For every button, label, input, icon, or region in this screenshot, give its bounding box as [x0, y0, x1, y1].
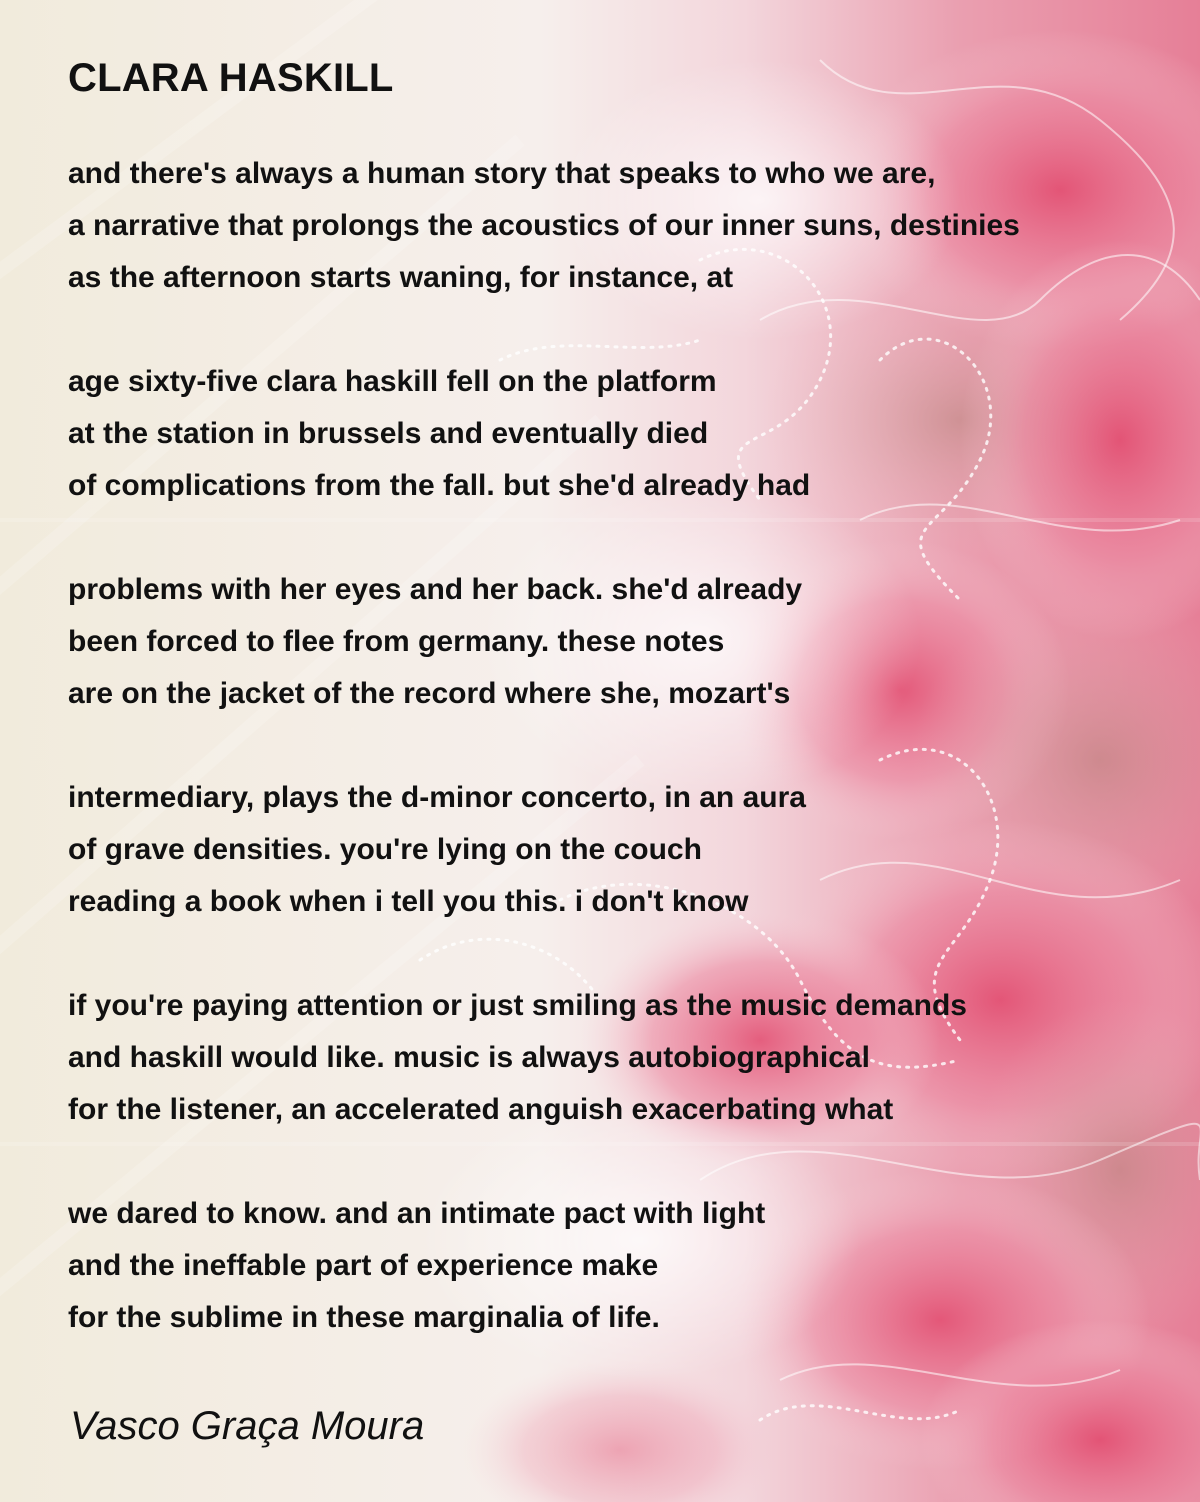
poem-line: for the listener, an accelerated anguish exacerbating what [68, 1093, 894, 1126]
poem-line: problems with her eyes and her back. she'd already [68, 573, 803, 606]
poem-line: at the station in brussels and eventually died [68, 417, 709, 450]
poem-line: of grave densities. you're lying on the couch [68, 833, 702, 866]
poem-author: Vasco Graça Moura [70, 1404, 425, 1448]
poem-line: reading a book when i tell you this. i don't know [68, 885, 749, 918]
poem-stanza-3 [68, 564, 802, 720]
poem-line: as the afternoon starts waning, for instance, at [68, 261, 734, 294]
poem-stanza-5 [68, 980, 967, 1136]
poem-line: if you're paying attention or just smiling as the music demands [68, 989, 967, 1022]
poem-line: of complications from the fall. but she'd already had [68, 469, 811, 502]
poem-line: been forced to flee from germany. these notes [68, 625, 725, 658]
poem-line: a narrative that prolongs the acoustics of our inner suns, destinies [68, 209, 1020, 242]
poem-stanza-6 [68, 1188, 765, 1344]
poem-line: for the sublime in these marginalia of life. [68, 1301, 660, 1334]
poem-line: intermediary, plays the d-minor concerto, in an aura [68, 781, 806, 814]
poem-stanza-1 [68, 148, 1020, 304]
poem-stanza-4 [68, 772, 806, 928]
poem-title: CLARA HASKILL [68, 56, 394, 100]
poem-line: we dared to know. and an intimate pact with light [68, 1197, 766, 1230]
poem-line: and there's always a human story that speaks to who we are, [68, 157, 936, 190]
poem-line: and haskill would like. music is always autobiographical [68, 1041, 870, 1074]
poem-line: age sixty-five clara haskill fell on the platform [68, 365, 717, 398]
poem-line: and the ineffable part of experience make [68, 1249, 659, 1282]
poem-stanza-2 [68, 356, 810, 512]
poem-line: are on the jacket of the record where she, mozart's [68, 677, 791, 710]
